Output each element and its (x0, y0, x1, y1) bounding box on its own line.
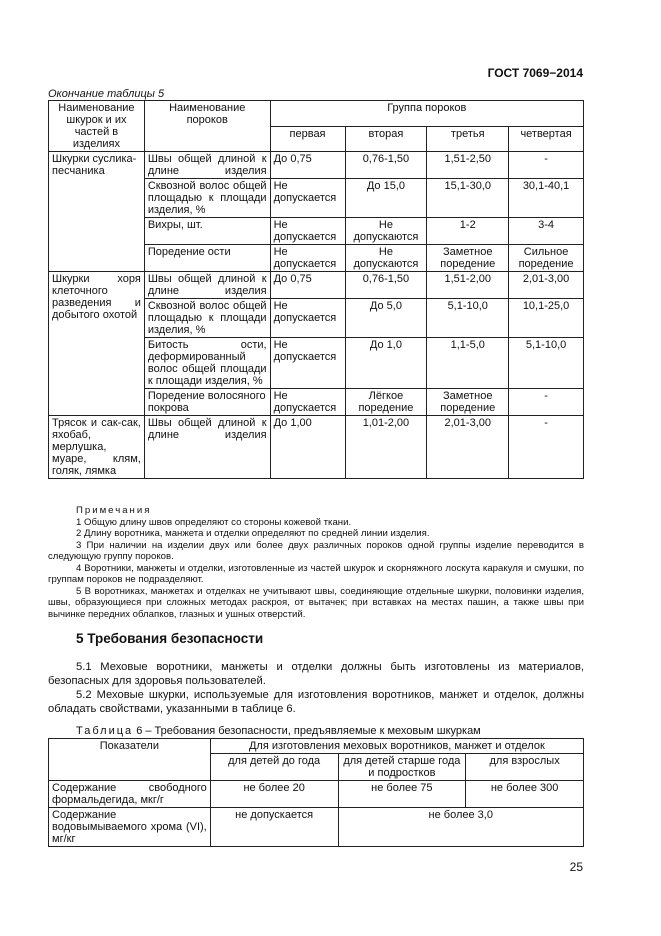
t5-header-g2: вторая (345, 126, 427, 152)
t6-cell: не допускается (210, 808, 338, 847)
t5-cell: Сильное поредение (509, 245, 584, 272)
t5-defect: Поредение ости (144, 245, 270, 272)
t5-defect: Швы общей длиной к длине изделия (144, 272, 270, 299)
t5-header-items: Наименование шкурок и их частей в изделиях (49, 101, 145, 152)
table6 (48, 738, 584, 847)
note-item: 1 Общую длину швов определяют со стороны кожевой ткани. (76, 516, 352, 528)
document-code: ГОСТ 7069−2014 (487, 66, 583, 80)
t5-header-g1: первая (270, 126, 345, 152)
t5-cell: Не допускаются (345, 218, 427, 245)
t5-defect: Швы общей длиной к длине изделия (144, 152, 270, 179)
t5-cell: До 0,75 (270, 272, 345, 299)
t6-header-group: Для изготовления меховых воротников, манжет и отделок (210, 739, 583, 754)
t5-cell: Заметное поредение (427, 245, 509, 272)
t5-cell: Не допускаются (345, 245, 427, 272)
table-row (49, 272, 584, 299)
t6-header-indicators: Показатели (49, 739, 211, 781)
t5-cell: 3-4 (509, 218, 584, 245)
t5-cell: До 1,0 (345, 338, 427, 389)
t5-defect: Вихры, шт. (144, 218, 270, 245)
table-row (49, 808, 584, 847)
t5-item: Шкурки хоря клеточного разведения и добытого охотой (49, 272, 145, 416)
note-item: 3 При наличии на изделии двух или более двух различных пороков одной группы изделие переводится в следующую группу пороков. (48, 539, 584, 562)
t6-header-g2: для детей старше года и подростков (338, 754, 466, 781)
t6-header-g3: для взрослых (466, 754, 584, 781)
t5-cell: 2,01-3,00 (427, 416, 509, 479)
note-item: 2 Длину воротника, манжета и отделки определяют по средней линии изделия. (76, 528, 430, 539)
t5-cell: Не допускается (270, 179, 345, 218)
t5-defect: Поредение волосяного покрова (144, 389, 270, 416)
table-row (49, 781, 584, 808)
t5-defect: Сквозной волос общей площадью к площади изделия, % (144, 299, 270, 338)
t5-cell: Не допускается (270, 218, 345, 245)
t5-header-group: Группа пороков (270, 101, 583, 127)
table6-caption-text: 6 – Требования безопасности, предъявляемые к меховым шкуркам (136, 725, 481, 737)
t5-cell: 0,76-1,50 (345, 272, 427, 299)
note-item: 4 Воротники, манжеты и отделки, изготовленные из частей шкурок и скорняжного лоскута каракуля и смушки, по группам пороков не подразделяют. (48, 562, 584, 585)
section-body (48, 660, 584, 716)
t6-cell: не более 75 (338, 781, 466, 808)
t5-cell: Заметное поредение (427, 389, 509, 416)
t5-item: Трясок и сак-сак, яхобаб, мерлушка, муаре, клям, голяк, лямка (49, 416, 145, 479)
t5-cell: До 15,0 (345, 179, 427, 218)
notes-title: Примечания (76, 505, 152, 516)
t6-indicator: Содержание водовымываемого хрома (VI), мг/кг (49, 808, 211, 847)
t6-header-g1: для детей до года (210, 754, 338, 781)
t5-header-defects: Наименование пороков (144, 101, 270, 152)
t5-cell: Не допускается (270, 389, 345, 416)
t5-cell: 1,51-2,00 (427, 272, 509, 299)
t6-cell: не более 20 (210, 781, 338, 808)
note-item: 5 В воротниках, манжетах и отделках не учитывают швы, соединяющие отдельные шкурки, половинки изделия, швы, образующиеся при сложных методах раскроя, от вытачек; при вставках на местах пашин, а также швы при вычинке передних облапков, глазных и ушных отверстий. (48, 585, 584, 620)
table6-caption-label: Таблица (76, 725, 134, 737)
t5-cell: Лёгкое поредение (345, 389, 427, 416)
t6-cell: не более 300 (466, 781, 584, 808)
t5-cell: 10,1-25,0 (509, 299, 584, 338)
notes (48, 505, 584, 620)
t5-defect: Сквозной волос общей площадью к площади изделия, % (144, 179, 270, 218)
t5-cell: До 5,0 (345, 299, 427, 338)
t5-cell: 5,1-10,0 (509, 338, 584, 389)
t5-cell: До 0,75 (270, 152, 345, 179)
paragraph: 5.2 Меховые шкурки, используемые для изготовления воротников, манжет и отделок, должны обладать свойствами, указанными в таблице 6. (48, 689, 584, 715)
section-title: 5 Требования безопасности (76, 631, 264, 646)
t5-cell: - (509, 416, 584, 479)
t5-cell: - (509, 152, 584, 179)
paragraph: 5.1 Меховые воротники, манжеты и отделки должны быть изготовлены из материалов, безопасных для здоровья пользователей. (48, 661, 584, 687)
table6-caption (76, 725, 481, 737)
t5-cell: 1,01-2,00 (345, 416, 427, 479)
page-number: 25 (569, 860, 583, 874)
t5-defect: Швы общей длиной к длине изделия (144, 416, 270, 479)
t6-cell: не более 3,0 (338, 808, 584, 847)
t5-cell: 0,76-1,50 (345, 152, 427, 179)
t5-cell: - (509, 389, 584, 416)
table-row (49, 416, 584, 479)
t5-cell: До 1,00 (270, 416, 345, 479)
t5-cell: Не допускается (270, 338, 345, 389)
t5-header-g3: третья (427, 126, 509, 152)
t5-cell: 1-2 (427, 218, 509, 245)
table-row (49, 152, 584, 179)
t5-cell: 1,51-2,50 (427, 152, 509, 179)
t5-cell: 5,1-10,0 (427, 299, 509, 338)
t5-cell: Не допускается (270, 245, 345, 272)
t5-cell: Не допускается (270, 299, 345, 338)
t5-defect: Битость ости, деформированный волос общей площади к площади изделия, % (144, 338, 270, 389)
t5-header-g4: четвертая (509, 126, 584, 152)
t5-cell: 15,1-30,0 (427, 179, 509, 218)
t5-item: Шкурки суслика-песчаника (49, 152, 145, 272)
t5-cell: 1,1-5,0 (427, 338, 509, 389)
table5 (48, 100, 584, 479)
t6-indicator: Содержание свободного формальдегида, мкг/г (49, 781, 211, 808)
table5-caption: Окончание таблицы 5 (48, 88, 165, 100)
t5-cell: 30,1-40,1 (509, 179, 584, 218)
t5-cell: 2,01-3,00 (509, 272, 584, 299)
